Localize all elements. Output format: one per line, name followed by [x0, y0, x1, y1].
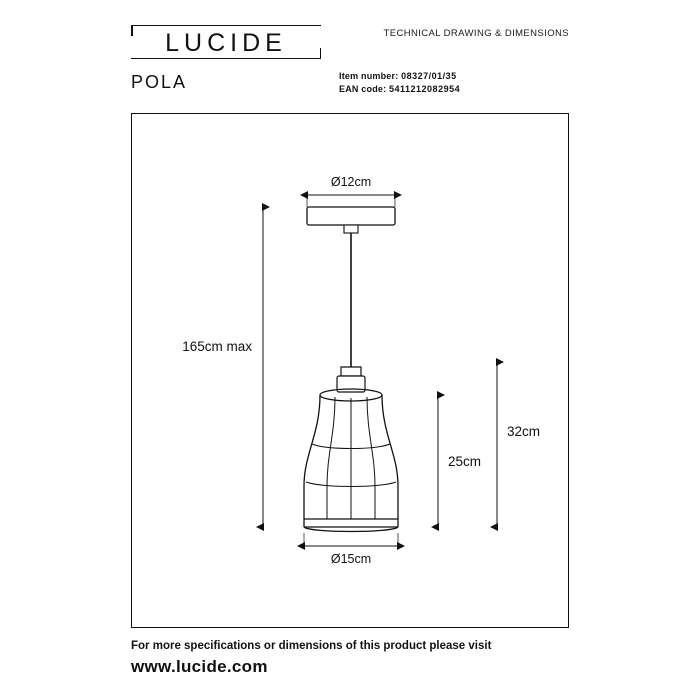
shade-diameter-dimension: [304, 533, 398, 566]
canopy-diameter-label: Ø12cm: [330, 175, 372, 189]
socket-drawing: [337, 367, 365, 392]
ean-code-value: 5411212082954: [389, 84, 461, 94]
shade-diameter-label: Ø15cm: [330, 552, 372, 566]
cage-shade-drawing: [304, 389, 398, 532]
footer-website-link[interactable]: www.lucide.com: [131, 657, 268, 676]
brand-name: LUCIDE: [165, 29, 287, 57]
fixture-height-label: 32cm: [507, 424, 541, 439]
fixture-height-dimension: [497, 362, 540, 527]
ean-code-label: EAN code:: [339, 84, 387, 94]
item-number-value: 08327/01/35: [401, 71, 457, 81]
canopy-diameter-dimension: [307, 175, 395, 207]
ean-code-row: [339, 83, 460, 96]
item-number-label: Item number:: [339, 71, 399, 81]
canopy-drawing: [307, 207, 395, 367]
max-height-dimension: [182, 207, 263, 527]
technical-drawing-label: TECHNICAL DRAWING & DIMENSIONS: [383, 28, 569, 39]
page-title: POLA: [131, 72, 188, 92]
footer-note: For more specifications or dimensions of this product please visit: [131, 640, 492, 652]
product-technical-drawing: [132, 114, 570, 629]
item-number-row: [339, 70, 460, 83]
max-height-label: 165cm max: [182, 339, 252, 354]
shade-height-dimension: [398, 395, 481, 527]
brand-logo: [131, 25, 321, 59]
shade-height-label: 25cm: [448, 454, 482, 469]
drawing-frame: [131, 113, 569, 628]
product-identifiers: [339, 70, 460, 96]
